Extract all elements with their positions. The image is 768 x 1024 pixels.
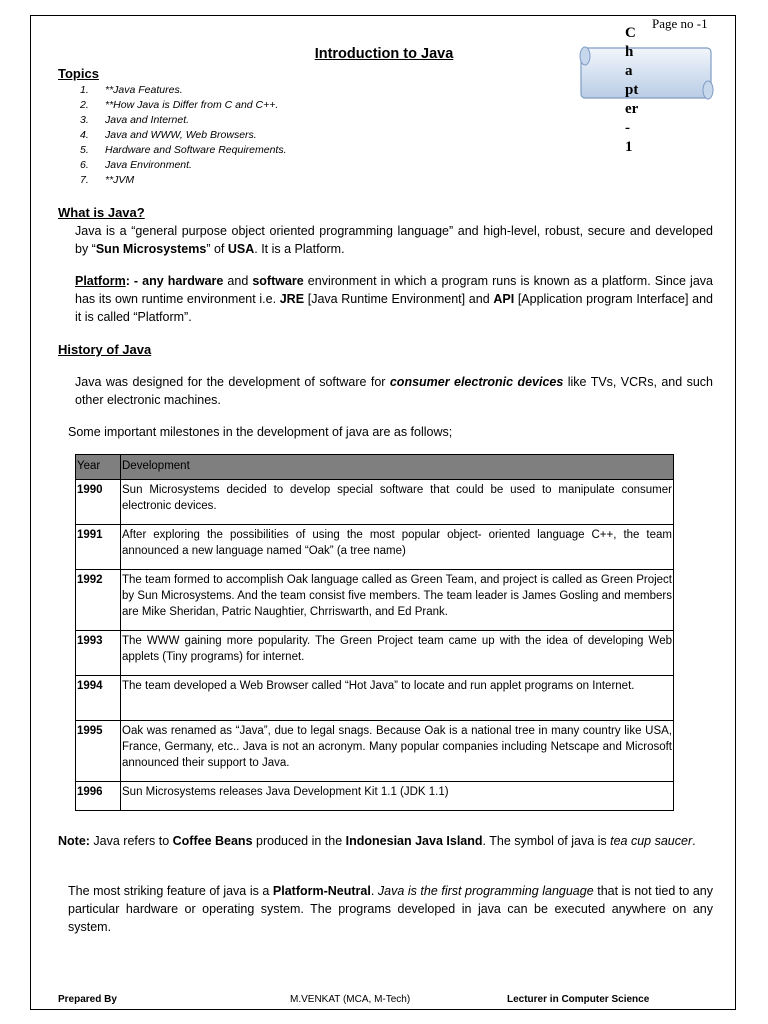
chapter-letter: 1 xyxy=(625,139,633,155)
list-item: 4. Java and WWW, Web Browsers. xyxy=(80,129,257,141)
table-row xyxy=(76,782,674,811)
list-item: 1. **Java Features. xyxy=(80,84,183,96)
feature-paragraph: The most striking feature of java is a Platform-Neutral. Java is the first programming language that is not tied to any particular hardware or operating system. The programs developed in java can be executed anywhere on any system. xyxy=(68,884,713,934)
chapter-letter: pt xyxy=(625,82,639,98)
chapter-letter: C xyxy=(625,25,636,41)
chapter-letter: er xyxy=(625,101,639,117)
development-cell: The team developed a Web Browser called “Hot Java” to locate and run applet programs on Internet. xyxy=(121,676,674,721)
history-paragraph: Java was designed for the development of software for consumer electronic devices like TVs, VCRs, and such other electronic machines. xyxy=(75,375,713,407)
year-cell: 1995 xyxy=(76,721,121,782)
column-header-year: Year xyxy=(76,455,121,480)
note-paragraph: Note: Java refers to Coffee Beans produced in the Indonesian Java Island. The symbol of java is tea cup saucer. xyxy=(58,834,696,848)
list-item: 5. Hardware and Software Requirements. xyxy=(80,144,287,156)
milestones-table xyxy=(75,454,674,811)
list-item: 7. **JVM xyxy=(80,174,135,186)
page-number: Page no -1 xyxy=(652,16,708,31)
list-item: 6. Java Environment. xyxy=(80,159,192,171)
chapter-letter: h xyxy=(625,44,634,60)
year-cell: 1990 xyxy=(76,480,121,525)
topics-heading: Topics xyxy=(58,66,99,81)
chapter-label xyxy=(625,24,651,157)
list-item: 2. **How Java is Differ from C and C++. xyxy=(80,99,279,111)
table-row xyxy=(76,676,674,721)
milestones-intro: Some important milestones in the development of java are as follows; xyxy=(68,425,453,439)
platform-paragraph: Platform: - any hardware and software environment in which a program runs is known as a platform. Since java has its own runtime environment i.e. JRE [Java Runtime Environment] and API [Application program Interface] and it is called “Platform”. xyxy=(75,274,713,324)
table-row xyxy=(76,570,674,631)
topics-list xyxy=(80,83,287,188)
table-row xyxy=(76,631,674,676)
what-is-java-heading: What is Java? xyxy=(58,205,145,220)
footer-designation: Lecturer in Computer Science xyxy=(507,994,650,1005)
development-cell: The team formed to accomplish Oak language called as Green Team, and project is called as Green Project by Sun Microsystems. And the team consist five members. The team leader is James Gosling and members are Mike Sheridan, Patric Naughtier, Chrriswarth, and Ed Prank. xyxy=(121,570,674,631)
development-cell: After exploring the possibilities of using the most popular object- oriented language C++, the team announced a new language named “Oak” (a tree name) xyxy=(121,525,674,570)
list-item: 3. Java and Internet. xyxy=(80,114,190,126)
table-row xyxy=(76,480,674,525)
development-cell: The WWW gaining more popularity. The Green Project team came up with the idea of developing Web applets (Tiny programs) for internet. xyxy=(121,631,674,676)
page-title: Introduction to Java xyxy=(314,46,454,62)
year-cell: 1994 xyxy=(76,676,121,721)
chapter-letter: a xyxy=(625,63,633,79)
column-header-development: Development xyxy=(121,455,674,480)
footer-author: M.VENKAT (MCA, M-Tech) xyxy=(290,994,411,1005)
development-cell: Sun Microsystems releases Java Development Kit 1.1 (JDK 1.1) xyxy=(121,782,674,811)
year-cell: 1991 xyxy=(76,525,121,570)
table-row xyxy=(76,721,674,782)
development-cell: Oak was renamed as “Java”, due to legal snags. Because Oak is a national tree in many country like USA, France, Germany, etc.. Java is not an acronym. Many popular companies including Netscape and Microsoft announced their support to Java. xyxy=(121,721,674,782)
history-heading: History of Java xyxy=(58,342,152,357)
year-cell: 1996 xyxy=(76,782,121,811)
year-cell: 1992 xyxy=(76,570,121,631)
year-cell: 1993 xyxy=(76,631,121,676)
footer-prepared-by: Prepared By xyxy=(58,994,117,1005)
table-header-row xyxy=(76,455,674,480)
what-is-java-paragraph: Java is a “general purpose object oriented programming language” and high-level, robust, secure and developed by “Sun Microsystems” of USA. It is a Platform. xyxy=(75,224,713,256)
chapter-letter: - xyxy=(625,120,630,136)
table-row xyxy=(76,525,674,570)
development-cell: Sun Microsystems decided to develop special software that could be used to manipulate consumer electronic devices. xyxy=(121,480,674,525)
